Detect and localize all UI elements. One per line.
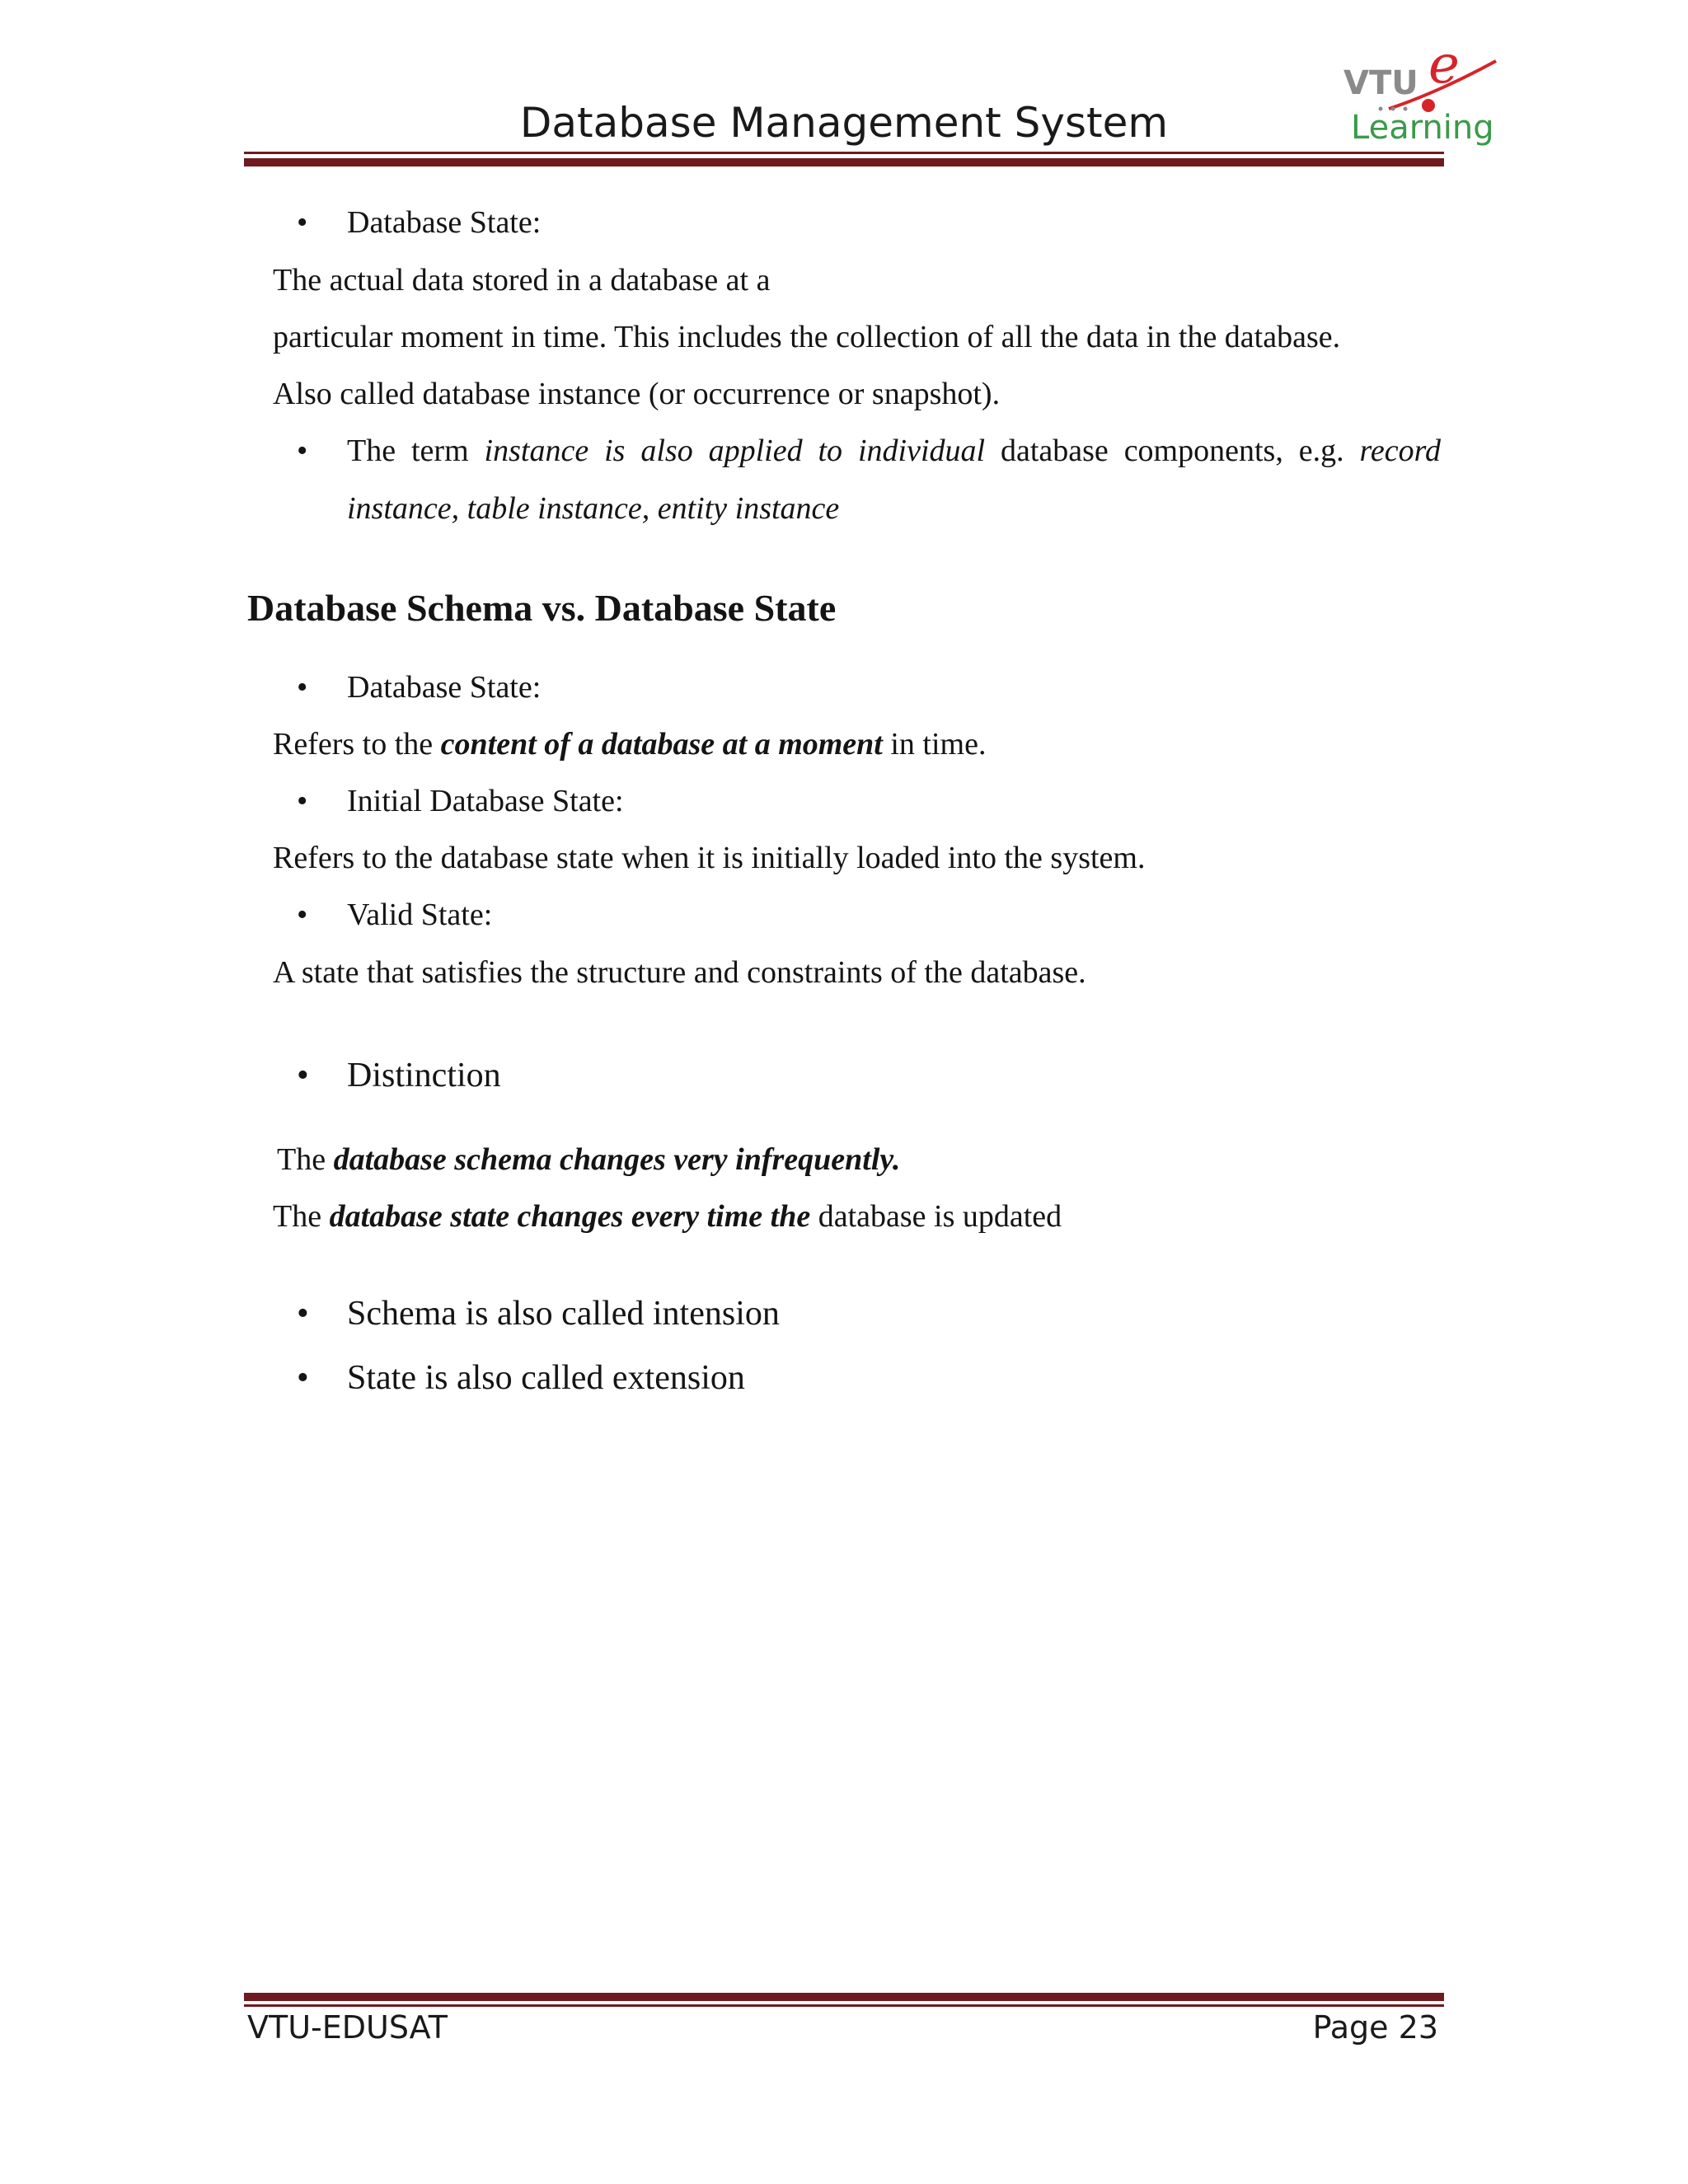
footer-rule — [244, 1993, 1444, 2008]
bullet-icon: • — [297, 1295, 309, 1333]
paragraph-line: particular moment in time. This includes the collection of all the data in the database. — [273, 320, 1341, 354]
bullet-instance-term: The term instance is also applied to individual database components, e.g. record — [347, 434, 1442, 468]
bullet-icon: • — [297, 205, 308, 240]
page-header-title: Database Management System — [519, 99, 1169, 147]
paragraph-line: The database state changes every time the database is updated — [273, 1199, 1062, 1234]
section-heading: Database Schema vs. Database State — [247, 587, 837, 629]
bullet-icon: • — [297, 670, 308, 705]
page-number: Page 23 — [1312, 2009, 1438, 2046]
paragraph-line: A state that satisfies the structure and constraints of the database. — [273, 955, 1086, 990]
bullet-initial-state: Initial Database State: — [347, 784, 624, 818]
paragraph-line: The actual data stored in a database at a — [273, 263, 771, 298]
paragraph-line: Refers to the content of a database at a moment in time. — [273, 727, 987, 762]
paragraph-line: Also called database instance (or occurrence or snapshot). — [273, 377, 1001, 411]
bullet-database-state-2: Database State: — [347, 670, 542, 705]
bullet-instance-term-continued: instance, table instance, entity instance — [347, 491, 840, 526]
svg-text:Learning: Learning — [1351, 109, 1494, 146]
bullet-distinction: Distinction — [347, 1057, 501, 1094]
footer-source: VTU-EDUSAT — [247, 2009, 448, 2046]
header-rule — [244, 152, 1444, 166]
bullet-database-state: Database State: — [347, 205, 542, 240]
paragraph-line: The database schema changes very infrequently. — [277, 1142, 901, 1177]
bullet-valid-state: Valid State: — [347, 898, 493, 932]
bullet-schema-intension: Schema is also called intension — [347, 1295, 780, 1333]
bullet-icon: • — [297, 1359, 309, 1397]
vtu-elearning-logo — [1339, 43, 1504, 146]
bullet-icon: • — [297, 434, 308, 468]
bullet-icon: • — [297, 1057, 309, 1094]
svg-text:VTU: VTU — [1343, 64, 1418, 102]
svg-text:e: e — [1428, 43, 1460, 96]
bullet-icon: • — [297, 898, 308, 932]
bullet-state-extension: State is also called extension — [347, 1359, 745, 1397]
paragraph-line: Refers to the database state when it is initially loaded into the system. — [273, 841, 1146, 875]
bullet-icon: • — [297, 784, 308, 818]
